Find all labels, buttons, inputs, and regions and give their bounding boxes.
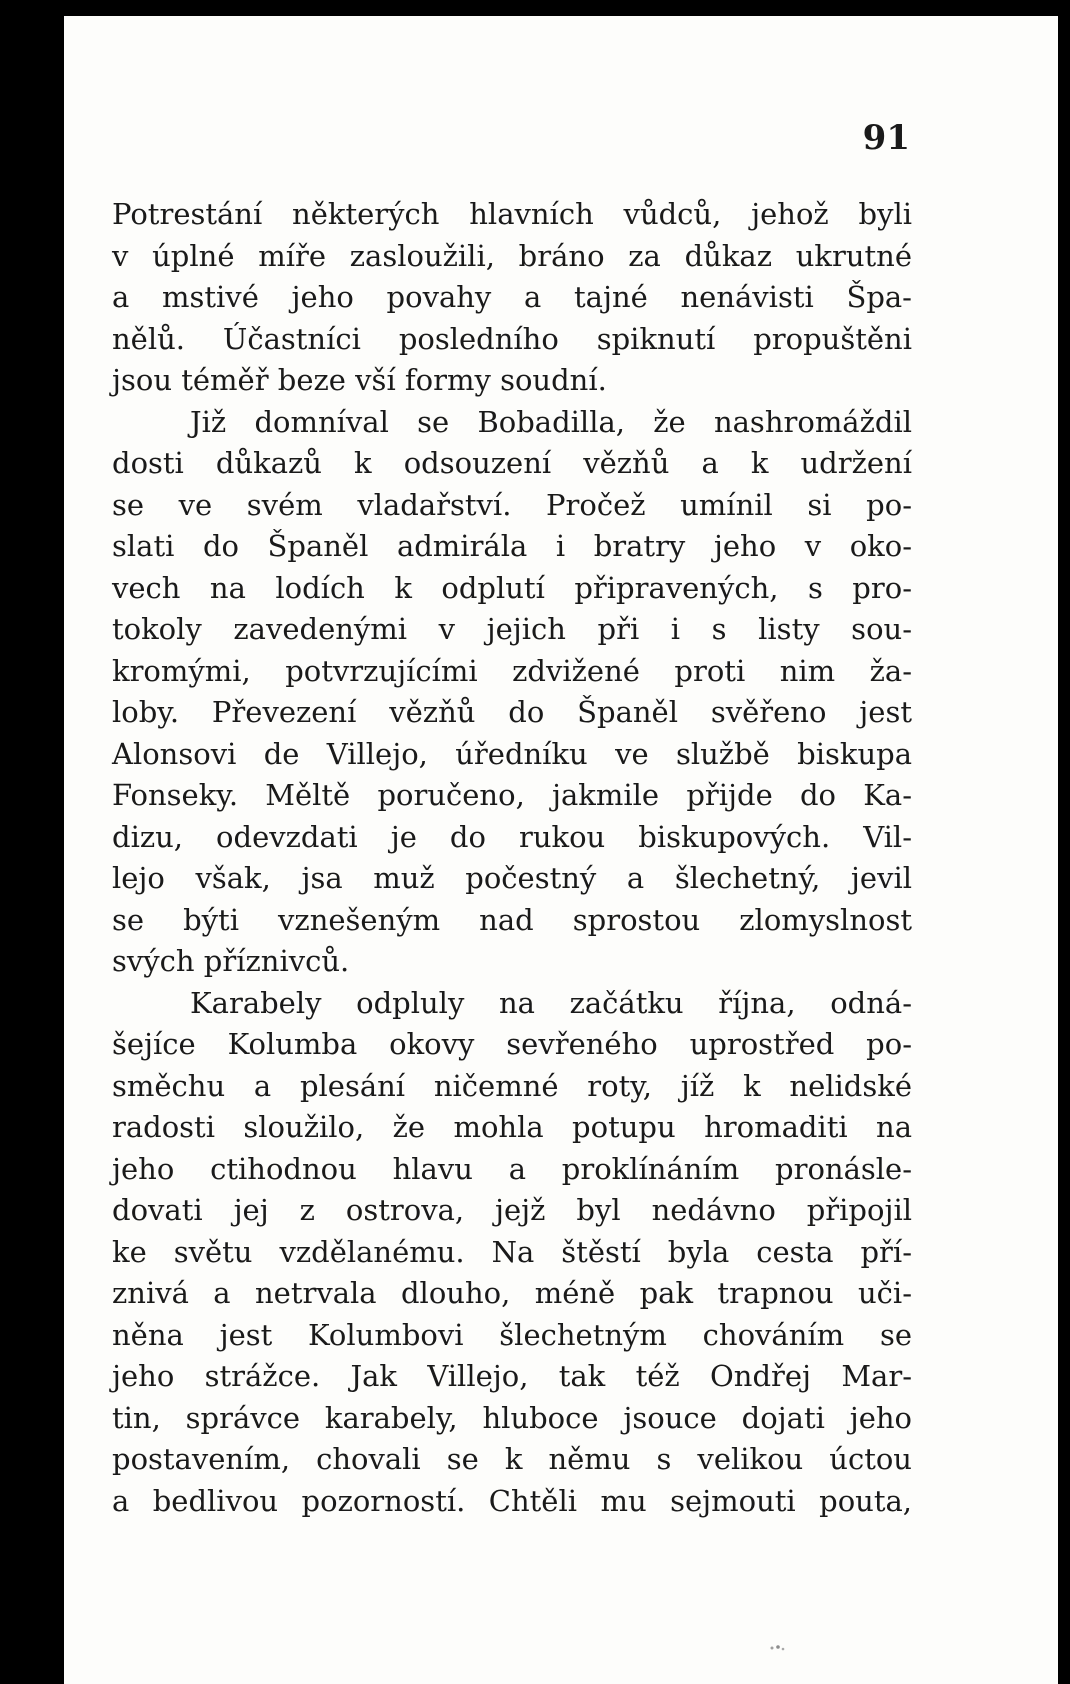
text-line: se ve svém vladařství. Pročež umínil si po- [112,487,912,522]
scan-speck-decoration [768,1642,790,1652]
text-line: jeho ctihodnou hlavu a proklínáním pronásle- [112,1151,912,1186]
text-line: Potrestání některých hlavních vůdců, jehož byli [112,197,912,231]
text-line: jeho strážce. Jak Villejo, tak též Ondřej Mar- [112,1359,912,1393]
text-line: Karabely odpluly na začátku října, odná- [190,985,912,1020]
text-line: svých příznivců. [112,944,350,978]
text-line: dosti důkazů k odsouzení vězňů a k udržení [112,446,912,480]
text-line: dizu, odevzdati je do rukou biskupových. Vil- [112,819,912,854]
scan-border-top [0,0,1070,16]
text-line: ke světu vzdělanému. Na štěstí byla cesta pří- [112,1234,912,1269]
speck-mark [768,1643,790,1653]
text-line: se býti vznešeným nad sprostou zlomyslnost [112,902,912,937]
text-line: postavením, chovali se k němu s velikou úctou [112,1442,912,1476]
scan-border-left [0,0,64,1684]
text-line: v úplné míře zasloužili, bráno za důkaz ukrutné [112,238,912,273]
page-number: 91 [862,118,910,158]
text-line: slati do Španěl admirála i bratry jeho v oko- [112,529,912,563]
scan-border-right [1058,0,1070,1684]
text-line: šejíce Kolumba okovy sevřeného uprostřed po- [112,1027,912,1061]
text-line: Fonseky. Měltě poručeno, jakmile přijde do Ka- [112,778,912,812]
text-line: dovati jej z ostrova, jejž byl nedávno připojil [112,1193,912,1227]
page-body-text [112,194,912,1522]
text-line: směchu a plesání ničemné roty, jíž k nelidské [112,1068,912,1103]
text-line: Již domníval se Bobadilla, že nashromáždil [190,404,912,439]
text-line: něna jest Kolumbovi šlechetným chováním se [112,1317,912,1352]
text-line: loby. Převezení vězňů do Španěl svěřeno jest [112,695,912,729]
text-line: jsou téměř beze vší formy soudní. [112,363,607,397]
text-line: Alonsovi de Villejo, úředníku ve službě biskupa [112,736,912,771]
text-line: kromými, potvrzujícími zdvižené proti nim ža- [112,653,912,688]
text-line: tin, správce karabely, hluboce jsouce dojati jeho [112,1400,912,1435]
text-line: a mstivé jeho povahy a tajné nenávisti Špa- [112,280,912,314]
text-line: radosti sloužilo, že mohla potupu hromaditi na [112,1110,912,1144]
text-line: znivá a netrvala dlouho, méně pak trapnou uči- [112,1276,912,1310]
text-line: tokoly zavedenými v jejich při i s listy sou- [112,612,912,646]
text-line: lejo však, jsa muž počestný a šlechetný, jevil [112,861,912,895]
text-line: a bedlivou pozorností. Chtěli mu sejmouti pouta, [112,1483,912,1518]
text-line: nělů. Účastníci posledního spiknutí propuštěni [112,321,912,356]
text-line: vech na lodích k odplutí připravených, s pro- [112,570,912,605]
